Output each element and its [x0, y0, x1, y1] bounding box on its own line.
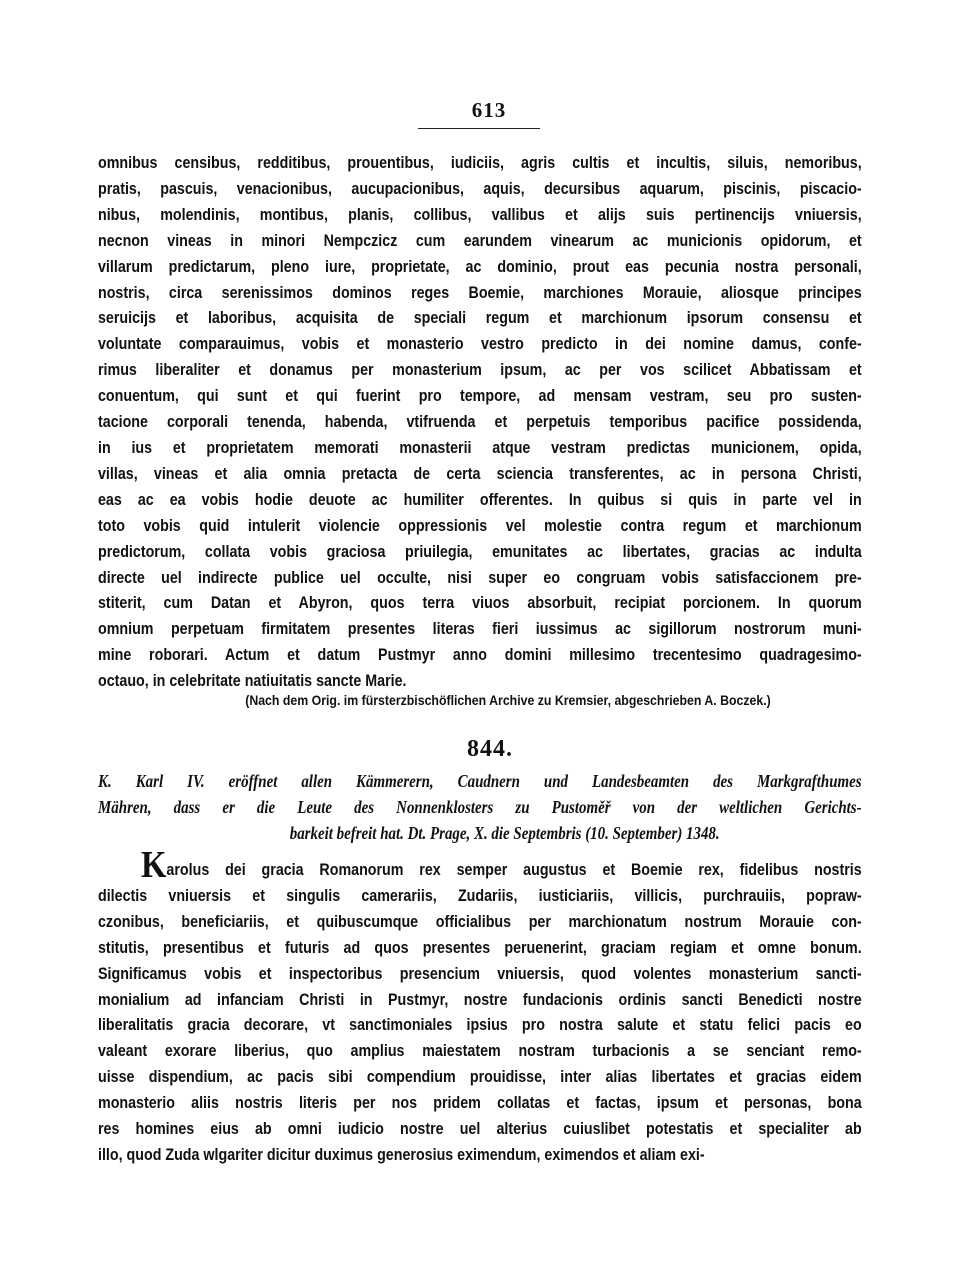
text-line: tacione corporali tenenda, habenda, vtifruenda et perpetuis temporibus pacifice possidenda,	[98, 412, 862, 432]
text-line: villas, vineas et alia omnia pretacta de certa sciencia transferentes, ac in persona Christi,	[98, 463, 862, 483]
text-line: stiterit, cum Datan et Abyron, quos terra viuos absorbuit, recipiat porcionem. In quorum	[98, 593, 862, 613]
source-note: (Nach dem Orig. im fürsterzbischöflichen Archive zu Kremsier, abgeschrieben A. Boczek.)	[245, 692, 771, 708]
text-line: illo, quod Zuda wlgariter dicitur duximus generosius eximendum, eximendos et aliam exi-	[98, 1144, 705, 1164]
text-line: necnon vineas in minori Nempczicz cum earundem vinearum ac municionis opidorum, et	[98, 230, 862, 250]
text-line: stitutis, presentibus et futuris ad quos presentes peruenerint, graciam regiam et omne bonum.	[98, 937, 862, 957]
text-line: Significamus vobis et inspectoribus presencium vniuersis, quod volentes monasterium sancti-	[98, 963, 862, 983]
document-regest	[98, 768, 862, 846]
text-line: directe uel indirecte publice uel occulte, nisi super eo congruam vobis satisfaccionem pre-	[98, 567, 862, 587]
regest-line: K. Karl IV. eröffnet allen Kämmerern, Caudnern und Landesbeamten des Markgrafthumes	[98, 771, 862, 791]
text-line: voluntate comparauimus, vobis et monasterio vestro predicto in dei nomine damus, confe-	[98, 334, 862, 354]
text-line: eas ac ea vobis hodie deuote ac humiliter offerentes. In quibus si quis in parte vel in	[98, 489, 862, 509]
text-line: rimus liberaliter et donamus per monasterium ipsum, ac per vos scilicet Abbatissam et	[98, 360, 862, 380]
text-line: mine roborari. Actum et datum Pustmyr anno domini millesimo trecentesimo quadragesimo-	[98, 645, 862, 665]
text-line: villarum predictarum, pleno iure, proprietate, ac dominio, prout eas pecunia nostra personali,	[98, 256, 862, 276]
charter-first-line-text: arolus dei gracia Romanorum rex semper augustus et Boemie rex, fidelibus nostris	[166, 860, 862, 879]
text-line: liberalitatis gracia decorare, vt sanctimoniales ipsius pro nostra salute et statu felici pacis eo	[98, 1015, 862, 1035]
text-line: monialium ad infanciam Christi in Pustmyr, nostre fundacionis ordinis sancti Benedicti nostre	[98, 989, 862, 1009]
regest-line: Mähren, dass er die Leute des Nonnenklosters zu Pustoměř von der weltlichen Gerichts-	[98, 797, 862, 817]
text-line: in ius et proprietatem memorati monasterii atque vestram predictas municionem, opida,	[98, 437, 862, 457]
text-line: conuentum, qui sunt et qui fuerint pro tempore, ad mensam vestram, seu pro susten-	[98, 386, 862, 406]
text-line: octauo, in celebritate natiuitatis sancte Marie.	[98, 671, 407, 691]
text-line: pratis, pascuis, venacionibus, aucupacionibus, aquis, decursibus aquarum, piscinis, piscacio-	[98, 178, 862, 198]
text-line: res homines eius ab omni iudicio nostre uel alterius cuiuslibet potestatis et specialiter ab	[98, 1119, 862, 1139]
text-line: dilectis vniuersis et singulis camerariis, Zudariis, iusticiariis, villicis, purchrauiis, popraw-	[98, 885, 862, 905]
initial-letter: K	[141, 844, 167, 886]
charter-text	[98, 844, 862, 1168]
text-line: nibus, molendinis, montibus, planis, collibus, vallibus et alijs suis pertinencijs vniuersis,	[98, 204, 862, 224]
text-line: predictorum, collata vobis graciosa priuilegia, emunitates ac libertates, gracias ac indulta	[98, 541, 862, 561]
text-line: seruicijs et laboribus, acquisita de speciali regum et marchionum ipsorum consensu et	[98, 308, 862, 328]
text-line: toto vobis quid intulerit violencie oppressionis vel molestie contra regum et marchionum	[98, 515, 862, 535]
text-line: nostris, circa serenissimos dominos reges Boemie, marchiones Morauie, aliosque principes	[98, 282, 862, 302]
regest-line: barkeit befreit hat. Dt. Prage, X. die Septembris (10. September) 1348.	[289, 823, 720, 843]
text-line: uisse dispendium, ac pacis sibi compendium prouidisse, inter alias libertates et gracias eidem	[98, 1067, 862, 1087]
document-number: 844.	[467, 736, 513, 762]
text-line: czonibus, beneficiariis, et quibuscumque officialibus per marchionatum nostrum Morauie con-	[98, 911, 862, 931]
text-line: monasterio aliis nostris literis per nos pridem collatas et factas, ipsum et personas, bona	[98, 1093, 862, 1113]
page-number-rule	[418, 128, 540, 129]
charter-first-line	[98, 844, 862, 886]
text-line: omnium perpetuam firmitatem presentes literas fieri iussimus ac sigillorum nostrorum muni-	[98, 619, 862, 639]
charter-text-continuation	[98, 150, 862, 694]
text-line: valeant exorare liberius, quo amplius maiestatem nostram turbacionis a se senciant remo-	[98, 1041, 862, 1061]
page-number: 613	[471, 98, 507, 122]
text-line: omnibus censibus, redditibus, prouentibus, iudiciis, agris cultis et incultis, siluis, nemoribus,	[98, 153, 862, 172]
